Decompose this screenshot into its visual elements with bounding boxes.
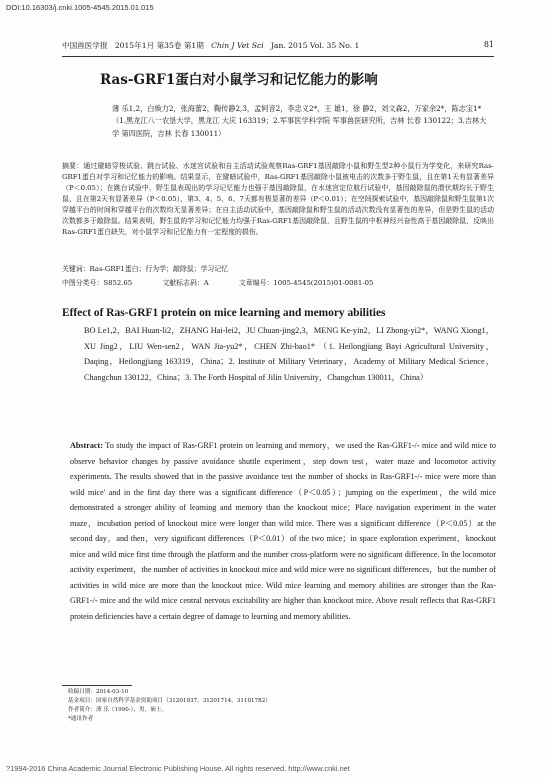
clc-number: 中图分类号：S852.65: [62, 279, 133, 287]
funding-note: 基金项目：国家自然科学基金资助项目（31201937，31201714，31101782）: [68, 698, 271, 704]
chinese-title: [100, 68, 378, 88]
header-rule: [62, 56, 494, 57]
copyright-line: ?1994-2016 China Academic Journal Electronic Publishing House. All rights reserved. http://www.cnki.net: [6, 764, 350, 773]
footnotes: [68, 688, 498, 724]
classification-line: [62, 277, 494, 287]
english-abstract: [70, 438, 496, 625]
abstract-label: Abstract:: [70, 441, 103, 450]
article-number: 文章编号：1005-4545(2015)01-0081-05: [238, 279, 374, 287]
english-authors-affiliations: BO Le1,2，BAI Huan-li2，ZHANG Hai-lei2，JU Chuan-jing2,3，MENG Ke-yin2，LI Zhong-yi2*，WANG Xiong1，XU Jing2，LIU Wen-sen2，WAN Jia-yu2*，CHEN Zhi-bao1* （1. Heilongjiang Bayi Agricultural University，Daqing，Heilongjiang 163319，China；2. Institute of Military Veterinary，Academy of Military Medical Science，Changchun 130122，China；3. The Forth Hospital of Jilin University，Changchun 130011，China）: [84, 326, 494, 383]
issue-info-en: Jan. 2015 Vol. 35 No. 1: [270, 41, 360, 50]
page-number: 81: [483, 40, 494, 49]
chinese-abstract: 摘要：通过避暗穿梭试验、跳台试验、水迷宫试验和自主活动试验观察Ras-GRF1基因敲除小鼠和野生型2种小鼠行为学变化，来研究Ras-GRF1蛋白对学习和记忆能力的影响。结果显示，在避暗试验中，Ras-GRF1基因敲除小鼠被电击的次数多于野生鼠，且在第1天有显著差异（P＜0.05）；在跳台试验中，野生鼠表现出的学习记忆能力也强于基因敲除鼠，在水迷宫定位航行试验中，基因敲除鼠的潜伏期均长于野生鼠，且在第2天有显著差异（P＜0.05），第3、4、5、6、7天都有极显著的差异（P＜0.01）；在空间探索试验中，基因敲除鼠和野生鼠第1次穿越平台的时间和穿越平台的次数均无显著差异；在自主活动试验中，基因敲除鼠和野生鼠的活动次数没有显著性的差异，但是野生鼠的活动次数都多于敲除鼠。结果表明，野生鼠的学习和记忆能力均强于Ras-GRF1基因敲除鼠，且野生鼠的中枢神经兴奋性高于基因敲除鼠，反映出Ras-GRF1蛋白缺失，对小鼠学习和记忆能力有一定程度的损伤。: [62, 162, 494, 236]
chinese-authors-affiliations: 薄 乐1,2，白焕力2，张海蕾2，鞠传静2,3，孟轲音2，李忠义2*，王 雄1，徐 静2，刘文森2，万家余2*，陈志宝1* （1.黑龙江八一农垦大学，黑龙江 大庆 163319；2.军事医学科学院 军事兽医研究所，吉林 长春 130122；3.吉林大学 第四医院，吉林 长春 130011）: [112, 104, 487, 138]
english-abstract-text: To study the impact of Ras-GRF1 protein on learning and memory，we used the Ras-GRF1-/- mice and wild mice to observe behavior changes by passive avoidance shuttle experiment，step down test，water maze and locomotor activity experiments. The results showed that in the passive avoidance test the number of shocks in Ras-GRF1-/- mice were more than wild mice' and in the first day there was a significant difference（P＜0.05）；jumping on the experiment，the wild mice demonstrated a stronger ability of learning and memory than the knockout mice；Place navigation experiment in the water maze，incubation period of knockout mice were longer than wild mice. There was a significant difference（P＜0.05）at the second day，and then，very significant differences（P＜0.01）of the two mice；in space exploration experiment，knockout mice and wild mice first time through the platform and the number cross-platform were no significant difference. In the locomotor activity experiment，the number of activities in knockout mice and wild mice were no significant differences，but the number of activities in wild mice are more than the knockout mice. Wild mice learning and memory abilities are stronger than the Ras-GRF1-/- mice and the wild mice central nervous excitability are higher than knockout mice. Above result reflects that Ras-GRF1 protein deficiencies have a certain degree of damage to learning and memory abilities.: [70, 441, 496, 622]
document-code: 文献标志码：A: [162, 279, 209, 287]
corresponding-author-note: *通讯作者: [68, 716, 94, 722]
author-bio: 作者简介：薄 乐（1990-），男，硕士。: [68, 707, 168, 713]
english-title: Effect of Ras-GRF1 protein on mice learning and memory abilities: [62, 307, 386, 319]
journal-name-en: Chin J Vet Sci: [211, 41, 264, 50]
chinese-title-protein: Ras-GRF1: [100, 72, 176, 88]
chinese-title-text: 蛋白对小鼠学习和记忆能力的影响: [175, 72, 378, 88]
footnote-rule: [62, 685, 132, 686]
running-header: [62, 40, 494, 51]
doi-line: DOI:10.16303/j.cnki.1005-4545.2015.01.015: [6, 3, 154, 12]
chinese-keywords: 关键词：Ras-GRF1蛋白；行为学；敲除鼠；学习记忆: [62, 265, 229, 273]
journal-name-cn: 中国兽医学报: [62, 41, 108, 50]
received-date: 收稿日期：2014-03-10: [68, 689, 129, 695]
issue-date-cn: 2015年1月 第35卷 第1期: [114, 41, 204, 50]
